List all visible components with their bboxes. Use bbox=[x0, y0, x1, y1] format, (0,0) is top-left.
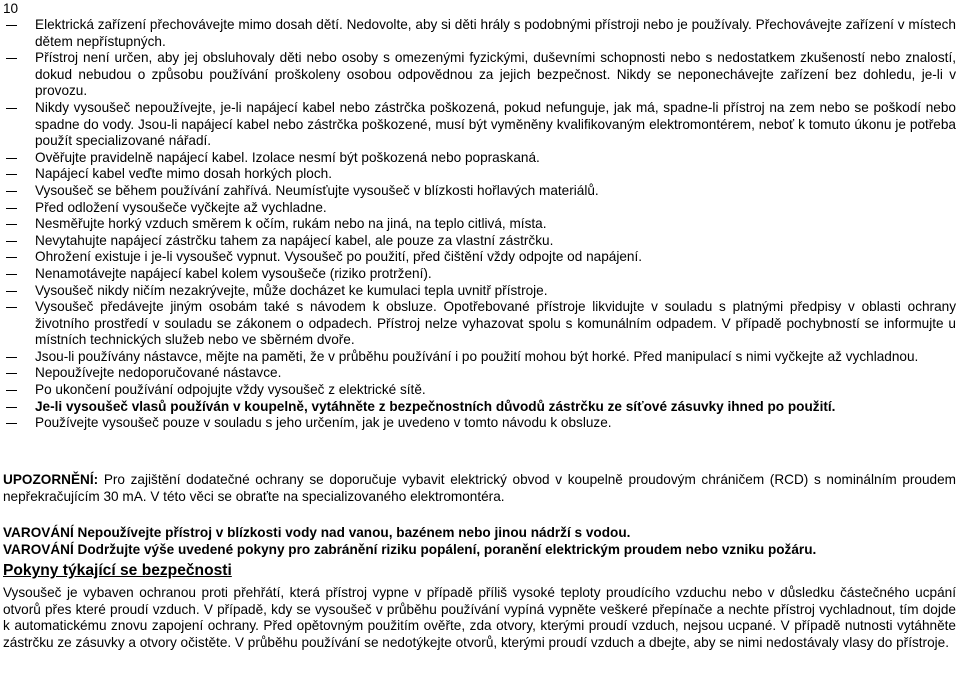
list-item-text: Vysoušeč nikdy ničím nezakrývejte, může docházet ke kumulaci tepla uvnitř přístroje. bbox=[35, 282, 548, 298]
list-item-text: Před odložení vysoušeče vyčkejte až vychladne. bbox=[35, 199, 327, 215]
list-item-text: Jsou-li používány nástavce, mějte na paměti, že v průběhu používání i po použití mohou být horké. Před manipulací s nimi vyčkejte až vychladnou. bbox=[35, 348, 919, 364]
list-item-text: Nenamotávejte napájecí kabel kolem vysoušeče (riziko protržení). bbox=[35, 265, 432, 281]
section-title: Pokyny týkající se bezpečnosti bbox=[3, 562, 232, 579]
list-item bbox=[0, 349, 960, 366]
page-number: 10 bbox=[3, 1, 19, 16]
list-item bbox=[0, 299, 960, 349]
list-item-text: Nikdy vysoušeč nepoužívejte, je-li napájecí kabel nebo zástrčka poškozená, pokud nefunguje, jak má, spadne-li přístroj na zem nebo se poškodí nebo spadne do vody. Jsou-li napájecí kabel nebo zástrčka poškozené, musí být vyměněny kvalifikovaným elektromontérem, neboť k tomuto úkonu je potřeba použít specializované nářadí. bbox=[35, 99, 956, 149]
list-item bbox=[0, 249, 960, 266]
list-item-text: Je-li vysoušeč vlasů používán v koupelně, vytáhněte z bezpečnostních důvodů zástrčku ze síťové zásuvky ihned po použití. bbox=[35, 398, 836, 414]
list-item bbox=[0, 216, 960, 233]
list-item-text: Vysoušeč předávejte jiným osobám také s návodem k obsluze. Opotřebované přístroje likvidujte v souladu s platnými předpisy v oblasti ochrany životního prostředí v souladu se zákonem o odpadech. Přístroj nelze vyhazovat spolu s komunálním odpadem. V případě pochybností se informujte u místních technických služeb nebo ve sběrném dvoře. bbox=[35, 299, 956, 348]
list-item-text: Nepoužívejte nedoporučované nástavce. bbox=[35, 365, 282, 381]
warnings-block bbox=[3, 525, 956, 558]
warning-fire: VAROVÁNÍ Dodržujte výše uvedené pokyny pro zabránění riziku popálení, poranění elektrickým proudem nebo vzniku požáru. bbox=[3, 541, 817, 557]
list-item bbox=[0, 200, 960, 217]
list-item-text: Přístroj není určen, aby jej obsluhovaly děti nebo osoby s omezenými fyzickými, duševními schopnosti nebo s nedostatkem zkušeností nebo znalostí, dokud nebudou o způsobu používání proškoleny osobou odpovědnou za jejich bezpečnost. Nikdy se neponechávejte zařízení bez dohledu, je-li v provozu. bbox=[35, 50, 956, 99]
list-item-text: Elektrická zařízení přechovávejte mimo dosah dětí. Nedovolte, aby si děti hrály s podobnými přístroji nebo je používaly. Přechovávejte zařízení v místech dětem nepřístupných. bbox=[35, 17, 956, 49]
section-paragraph: Vysoušeč je vybaven ochranou proti přehřátí, která přístroj vypne v případě příliš vysoké teploty proudícího vzduchu nebo v důsledku částečného ucpání otvorů přes které proudí vzduch. V případě, kdy se vysoušeč v průběhu používání vypíná vypněte veškeré přepínače a nechte přístroj vychladnout, tím dojde k automatickému znovu zapojení ochrany. Před opětovným použitím ověřte, zda otvory, kterými proudí vzduch, nejsou ucpané. V případě nutnosti vytáhněte zástrčku ze zásuvky a otvory očistěte. V průběhu používání se nedotýkejte otvorů, kterými proudí vzduch a dbejte, aby se nimi nedostávaly vlasy do přístroje. bbox=[3, 585, 956, 650]
note-text: Pro zajištění dodatečné ochrany se doporučuje vybavit elektrický obvod v koupelně proudovým chráničem (RCD) s nominálním proudem nepřekračujícím 30 mA. V této věci se obraťte na specializovaného elektromontéra. bbox=[3, 472, 956, 504]
list-item bbox=[0, 415, 960, 432]
warning-water: VAROVÁNÍ Nepoužívejte přístroj v blízkosti vody nad vanou, bazénem nebo jinou nádrží s vodou. bbox=[3, 525, 631, 540]
list-item bbox=[0, 283, 960, 300]
list-item bbox=[0, 233, 960, 250]
list-item bbox=[0, 150, 960, 167]
list-item bbox=[0, 166, 960, 183]
list-item bbox=[0, 100, 960, 150]
list-item-text: Napájecí kabel veďte mimo dosah horkých ploch. bbox=[35, 166, 332, 182]
list-item-text: Vysoušeč se během používání zahřívá. Neumísťujte vysoušeč v blízkosti hořlavých materiálů. bbox=[35, 182, 599, 198]
list-item bbox=[0, 50, 960, 100]
list-item bbox=[0, 183, 960, 200]
safety-bullet-list bbox=[0, 17, 960, 432]
list-item-text: Ověřujte pravidelně napájecí kabel. Izolace nesmí být poškozená nebo popraskaná. bbox=[35, 149, 540, 165]
list-item-text: Ohrožení existuje i je-li vysoušeč vypnut. Vysoušeč po použití, před čištění vždy odpojte od napájení. bbox=[35, 249, 643, 265]
list-item-text: Nesměřujte horký vzduch směrem k očím, rukám nebo na jiná, na teplo citlivá, místa. bbox=[35, 216, 547, 232]
list-item-text: Nevytahujte napájecí zástrčku tahem za napájecí kabel, ale pouze za vlastní zástrčku. bbox=[35, 232, 554, 248]
list-item bbox=[0, 382, 960, 399]
rcd-note bbox=[3, 472, 956, 505]
list-item bbox=[0, 266, 960, 283]
note-label: UPOZORNĚNÍ: bbox=[3, 472, 99, 487]
list-item-bold bbox=[0, 399, 960, 416]
list-item bbox=[0, 365, 960, 382]
list-item-text: Po ukončení používání odpojujte vždy vysoušeč z elektrické sítě. bbox=[35, 382, 426, 398]
list-item bbox=[0, 17, 960, 50]
list-item-text: Používejte vysoušeč pouze v souladu s jeho určením, jak je uvedeno v tomto návodu k obsluze. bbox=[35, 415, 612, 431]
